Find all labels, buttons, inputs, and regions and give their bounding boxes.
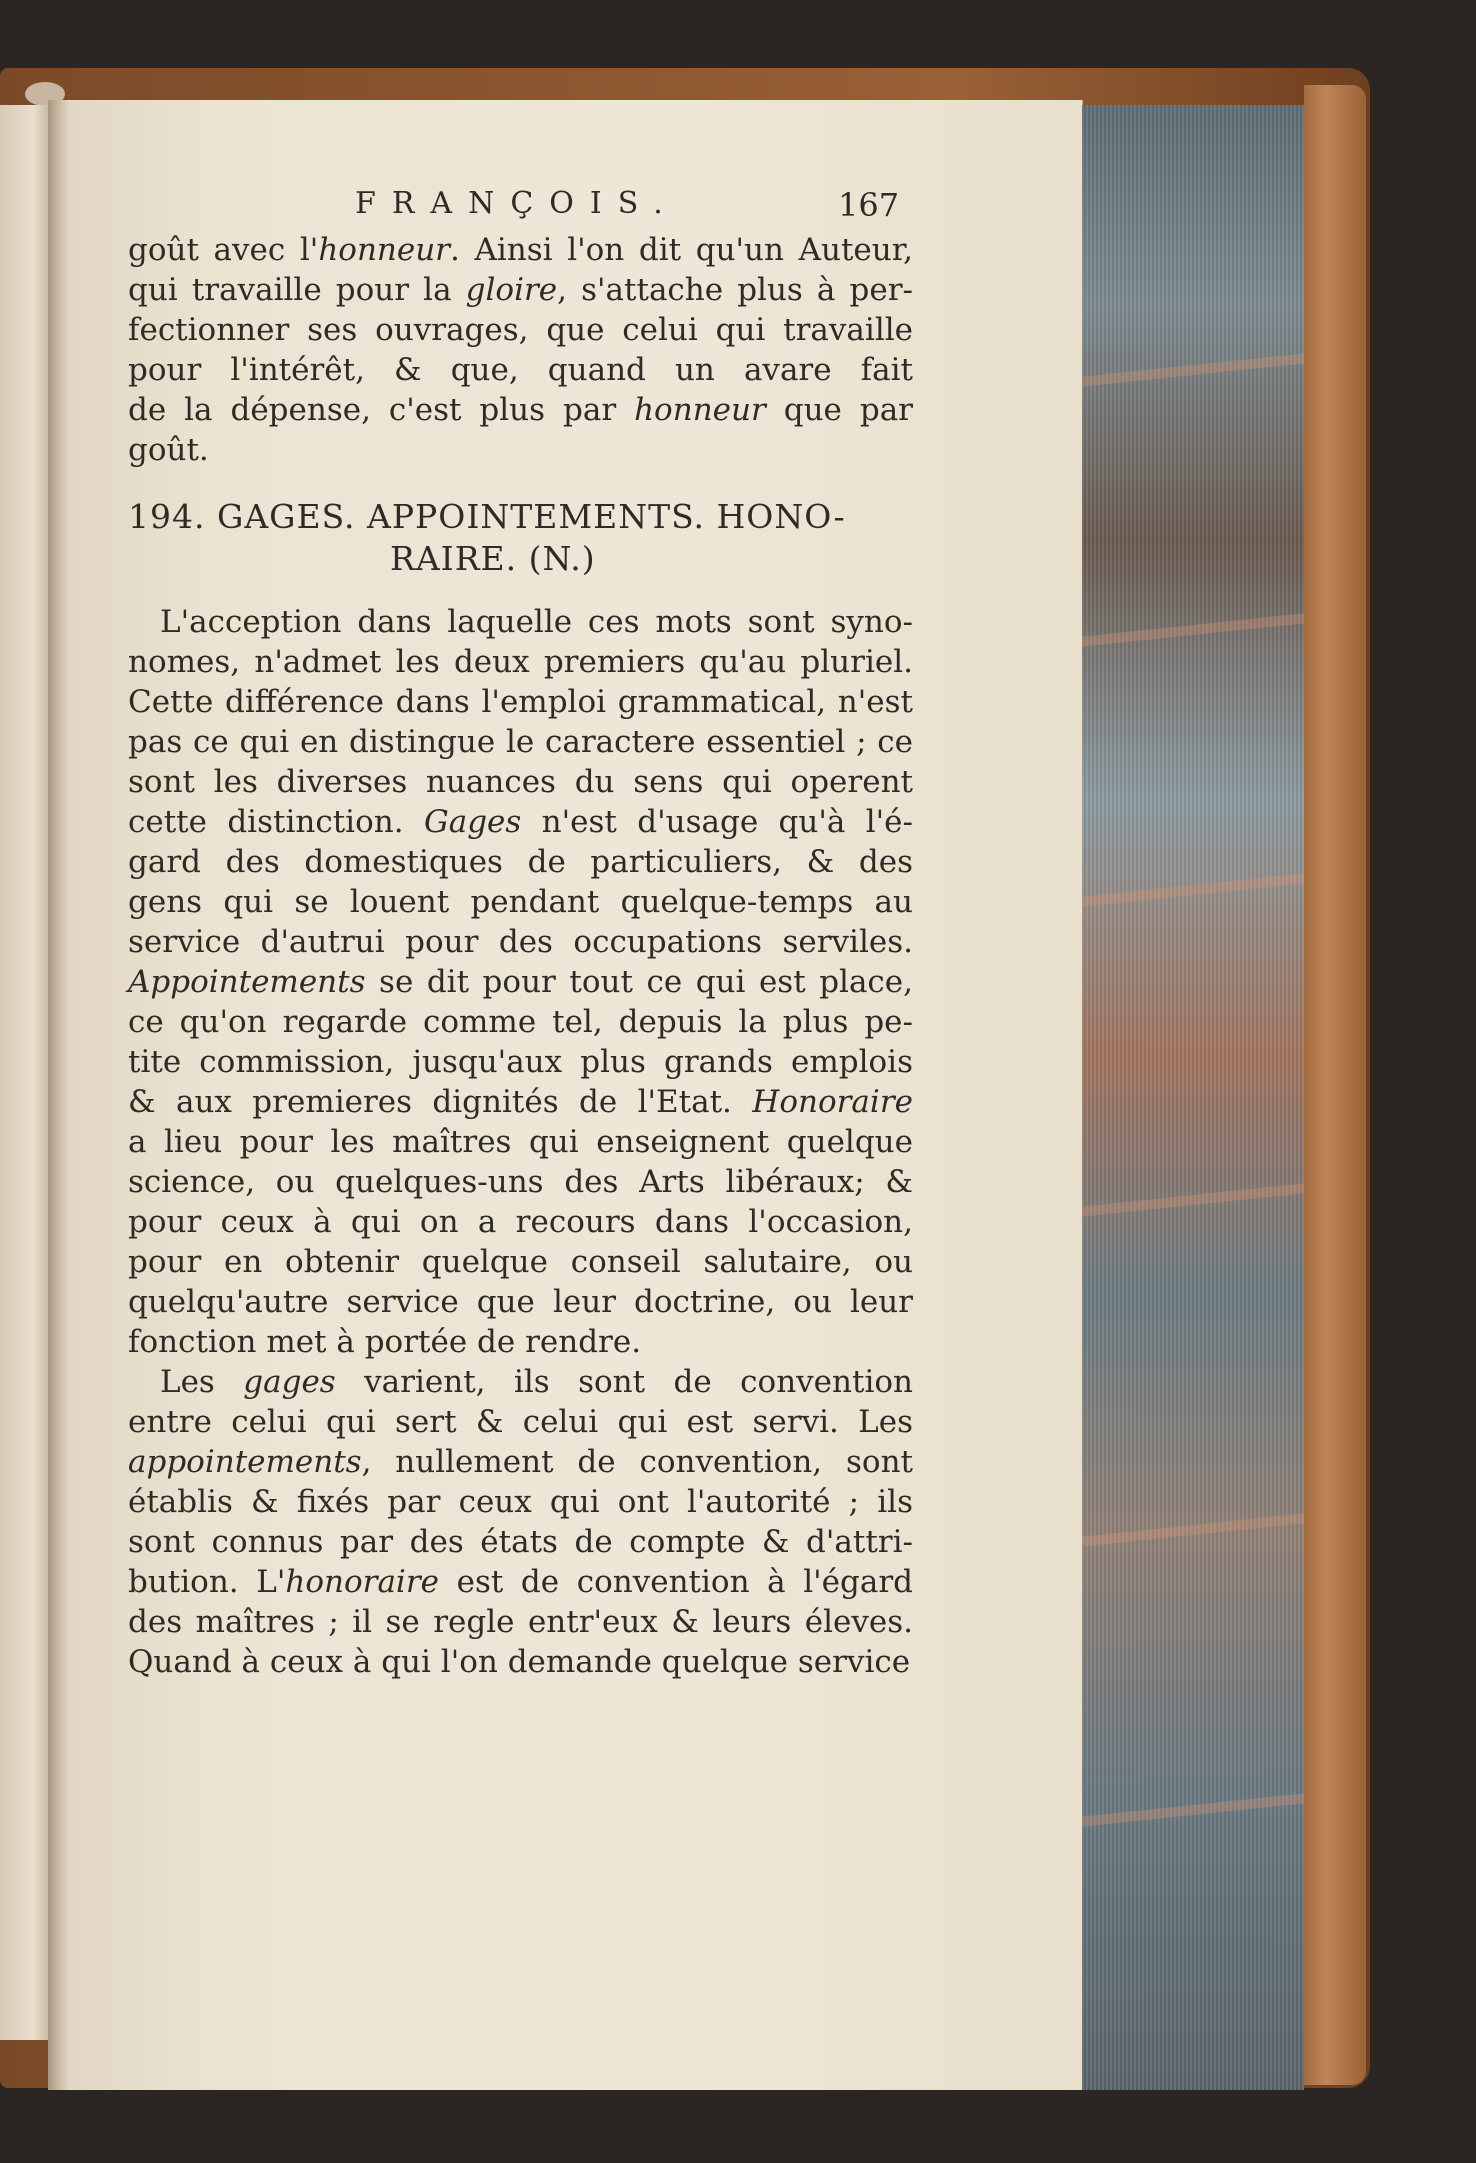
text-segment: sont connus par des états de compte & d'attri- [128, 1524, 913, 1560]
marbled-fore-edge [1082, 105, 1304, 2090]
text-line [128, 882, 913, 922]
text-line [128, 1442, 913, 1482]
text-segment: tite commission, jusqu'aux plus grands emplois [128, 1044, 913, 1080]
text-segment: a lieu pour les maîtres qui enseignent quelque [128, 1124, 913, 1160]
text-line [128, 1562, 913, 1602]
text-line [128, 1602, 913, 1642]
text-segment: fectionner ses ouvrages, que celui qui travaille [128, 312, 913, 348]
text-line [128, 682, 913, 722]
text-segment: établis & fixés par ceux qui ont l'autorité ; ils [128, 1484, 913, 1520]
text-line [128, 1162, 913, 1202]
text-line [128, 1402, 913, 1442]
text-line [128, 1042, 913, 1082]
text-line [128, 1202, 913, 1242]
text-line [128, 1002, 913, 1042]
back-board [1304, 85, 1366, 2085]
text-line [128, 1642, 913, 1682]
text-line [128, 1362, 913, 1402]
text-line [128, 1082, 913, 1122]
italic-term: Honoraire [752, 1084, 913, 1120]
text-segment: , s'attache plus à per- [557, 272, 913, 308]
italic-term: honoraire [285, 1564, 440, 1600]
text-line [128, 310, 913, 350]
text-segment: se dit pour tout ce qui est place, [365, 964, 913, 1000]
text-line [128, 1482, 913, 1522]
text-segment: varient, ils sont de convention [335, 1364, 913, 1400]
page-number: 167 [838, 186, 900, 224]
text-segment: pour l'intérêt, & que, quand un avare fait [128, 352, 913, 388]
text-segment: goût. [128, 432, 209, 468]
page-text [128, 230, 913, 1682]
paragraph-2 [128, 602, 913, 1362]
text-line [128, 962, 913, 1002]
text-line [128, 230, 913, 270]
text-segment: goût avec l' [128, 232, 319, 268]
text-line [128, 642, 913, 682]
text-segment: entre celui qui sert & celui qui est servi. Les [128, 1404, 913, 1440]
text-line [128, 270, 913, 310]
running-head: FRANÇOIS. [355, 186, 679, 221]
text-line [128, 1522, 913, 1562]
text-segment: pour en obtenir quelque conseil salutaire, ou [128, 1244, 913, 1280]
text-line [128, 1122, 913, 1162]
text-segment: Quand à ceux à qui l'on demande quelque service [128, 1644, 911, 1680]
italic-term: appointements [128, 1444, 362, 1480]
section-heading-line-1: 194. GAGES. APPOINTEMENTS. HONO- [128, 497, 846, 536]
italic-term: gloire [465, 272, 558, 308]
text-segment: que par [765, 392, 913, 428]
text-line [128, 1322, 913, 1362]
text-line [128, 1242, 913, 1282]
text-segment: nomes, n'admet les deux premiers qu'au pluriel. [128, 644, 913, 680]
text-segment: pas ce qui en distingue le caractere essentiel ; ce [128, 724, 913, 760]
section-heading-line-2: RAIRE. (N.) [390, 539, 596, 578]
text-segment: est de convention à l'égard [439, 1564, 913, 1600]
text-line [128, 350, 913, 390]
paragraph-1 [128, 230, 913, 470]
text-segment: de la dépense, c'est plus par [128, 392, 635, 428]
text-line [128, 802, 913, 842]
italic-term: gages [243, 1364, 336, 1400]
text-segment: fonction met à portée de rendre. [128, 1324, 642, 1360]
text-segment: , nullement de convention, sont [361, 1444, 913, 1480]
italic-term: honneur [318, 232, 451, 268]
text-segment: quelqu'autre service que leur doctrine, ou leur [128, 1284, 913, 1320]
text-segment: Cette différence dans l'emploi grammatical, n'est [128, 684, 913, 720]
text-segment: & aux premieres dignités de l'Etat. [128, 1084, 753, 1120]
text-segment: L'acception dans laquelle ces mots sont syno- [160, 604, 913, 640]
text-segment: sont les diverses nuances du sens qui operent [128, 764, 913, 800]
italic-term: Gages [423, 804, 522, 840]
text-segment: science, ou quelques-uns des Arts libéraux; & [128, 1164, 913, 1200]
text-line [128, 602, 913, 642]
text-segment: qui travaille pour la [128, 272, 466, 308]
text-line [128, 1282, 913, 1322]
text-line [128, 430, 913, 470]
italic-term: honneur [634, 392, 766, 428]
text-line [128, 722, 913, 762]
text-line [128, 762, 913, 802]
text-segment: Les [160, 1364, 244, 1400]
text-segment: bution. L' [128, 1564, 286, 1600]
text-segment: cette distinction. [128, 804, 424, 840]
text-segment: pour ceux à qui on a recours dans l'occasion, [128, 1204, 913, 1240]
text-segment: . Ainsi l'on dit qu'un Auteur, [450, 232, 913, 268]
text-segment: gens qui se louent pendant quelque-temps au [128, 884, 913, 920]
text-segment: service d'autrui pour des occupations serviles. [128, 924, 913, 960]
book-gutter [48, 100, 70, 2090]
paragraph-3 [128, 1362, 913, 1682]
italic-term: Appointements [128, 964, 366, 1000]
text-line [128, 842, 913, 882]
left-page-edge [0, 105, 50, 2040]
text-segment: des maîtres ; il se regle entr'eux & leurs éleves. [128, 1604, 913, 1640]
text-line [128, 390, 913, 430]
text-segment: gard des domestiques de particuliers, & des [128, 844, 913, 880]
text-segment: n'est d'usage qu'à l'é- [521, 804, 913, 840]
text-segment: ce qu'on regarde comme tel, depuis la plus pe- [128, 1004, 913, 1040]
text-line [128, 922, 913, 962]
